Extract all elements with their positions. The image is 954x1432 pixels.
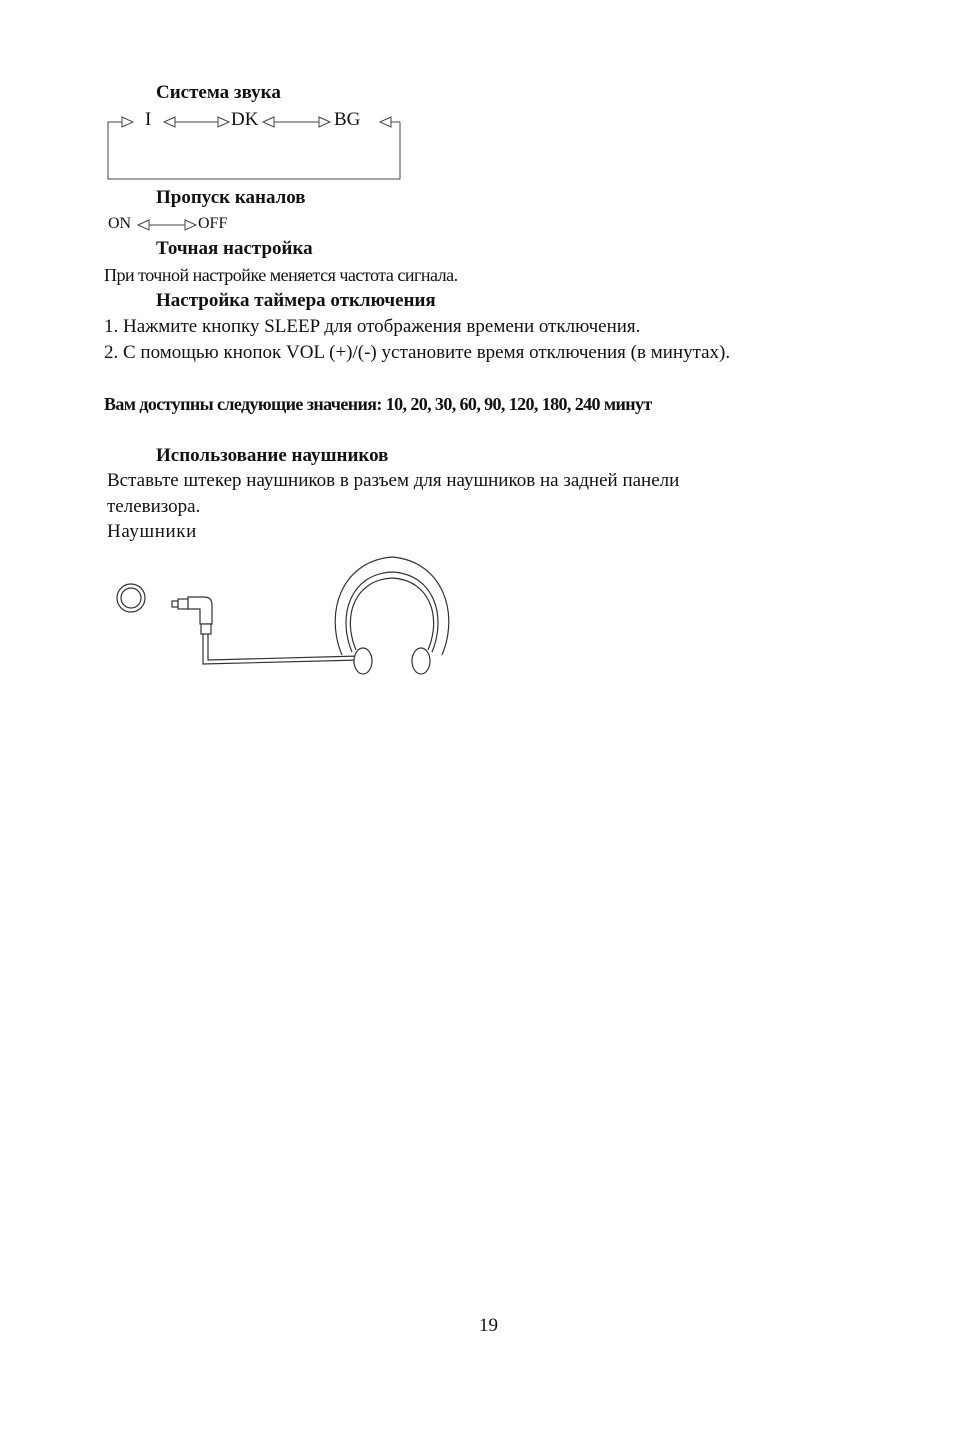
channel-skip-heading: Пропуск каналов xyxy=(156,187,306,208)
sound-option-dk: DK xyxy=(231,109,259,130)
fine-tune-text: При точной настройке меняется частота сигнала. xyxy=(104,265,458,285)
sound-system-heading: Система звука xyxy=(156,82,281,103)
channel-skip-off: OFF xyxy=(198,215,228,232)
sleep-timer-heading: Настройка таймера отключения xyxy=(156,290,436,311)
channel-skip-on: ON xyxy=(108,215,132,232)
headphones-illustration xyxy=(0,0,954,700)
headphones-text-line-2: телевизора. xyxy=(107,496,201,517)
sound-option-bg: BG xyxy=(334,109,361,130)
fine-tune-heading: Точная настройка xyxy=(156,238,313,259)
sleep-timer-step-1: 1. Нажмите кнопку SLEEP для отображения времени отключения. xyxy=(104,316,641,337)
headphones-text-line-1: Вставьте штекер наушников в разъем для наушников на задней панели xyxy=(107,470,680,491)
sound-option-i: I xyxy=(145,109,152,130)
headphones-heading: Использование наушников xyxy=(156,445,389,466)
sleep-timer-step-2: 2. С помощью кнопок VOL (+)/(-) установите время отключения (в минутах). xyxy=(104,342,731,363)
headphones-label: Наушники xyxy=(107,521,197,542)
sleep-timer-values-note: Вам доступны следующие значения: 10, 20, 30, 60, 90, 120, 180, 240 минут xyxy=(104,394,652,414)
page-number: 19 xyxy=(479,1315,498,1336)
